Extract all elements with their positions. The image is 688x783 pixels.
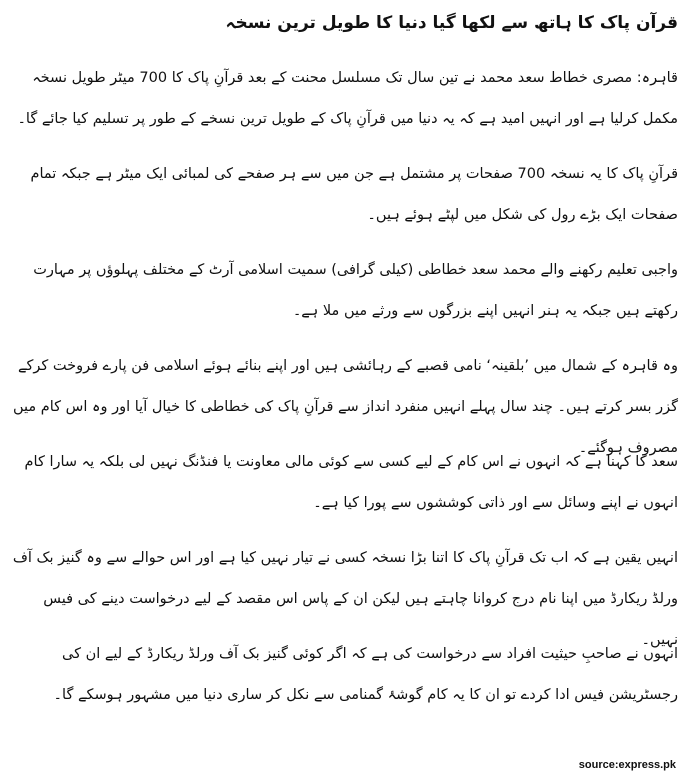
article-headline: قرآن پاک کا ہاتھ سے لکھا گیا دنیا کا طویل ترین نسخہ [225, 13, 678, 33]
article-paragraph: انہوں نے صاحبِ حیثیت افراد سے درخواست کی ہے کہ اگر کوئی گنیز بک آف ورلڈ ریکارڈ کے لیے ان کی رجسٹریشن فیس ادا کردے تو ان کا یہ کام گوشۂ گمنامی سے نکل کر ساری دنیا میں مشہور ہوسکے گا۔ [53, 646, 678, 703]
article-paragraph: قرآنِ پاک کا یہ نسخہ 700 صفحات پر مشتمل ہے جن میں سے ہر صفحے کی لمبائی ایک میٹر ہے جبکہ تمام صفحات ایک بڑے رول کی شکل میں لپٹے ہوئے ہیں۔ [30, 166, 678, 223]
article-paragraph: قاہرہ: مصری خطاط سعد محمد نے تین سال تک مسلسل محنت کے بعد قرآنِ پاک کا 700 میٹر طویل نسخہ مکمل کرلیا ہے اور انہیں امید ہے کہ یہ دنیا میں قرآنِ پاک کے طویل ترین نسخے کے طور پر تسلیم کیا جائے گا۔ [17, 70, 678, 127]
article-paragraph: وہ قاہرہ کے شمال میں ’بلقینہ‘ نامی قصبے کے رہائشی ہیں اور اپنے بنائے ہوئے اسلامی فن پارے فروخت کرکے گزر بسر کرتے ہیں۔ چند سال پہلے انہیں منفرد انداز سے قرآنِ پاک کی خطاطی کا خیال آیا اور وہ اس کام میں مصروف ہوگئے۔ [12, 358, 678, 456]
article-body [10, 6, 678, 722]
article-paragraph: سعد کا کہنا ہے کہ انہوں نے اس کام کے لیے کسی سے کوئی مالی معاونت یا فنڈنگ نہیں لی بلکہ یہ سارا کام انہوں نے اپنے وسائل سے اور ذاتی کوششوں سے پورا کیا ہے۔ [24, 454, 678, 511]
article-paragraph: واجبی تعلیم رکھنے والے محمد سعد خطاطی (کیلی گرافی) سمیت اسلامی آرٹ کے مختلف پہلوؤں پر مہارت رکھتے ہیں جبکہ یہ ہنر انہیں اپنے بزرگوں سے ورثے میں ملا ہے۔ [33, 262, 678, 319]
article-paragraph: انہیں یقین ہے کہ اب تک قرآنِ پاک کا اتنا بڑا نسخہ کسی نے تیار نہیں کیا ہے اور اس حوالے سے وہ گنیز بک آف ورلڈ ریکارڈ میں اپنا نام درج کروانا چاہتے ہیں لیکن ان کے پاس اس مقصد کے لیے درخواست دینے کی فیس نہیں۔ [12, 550, 678, 648]
source-credit: source:express.pk [578, 759, 676, 771]
